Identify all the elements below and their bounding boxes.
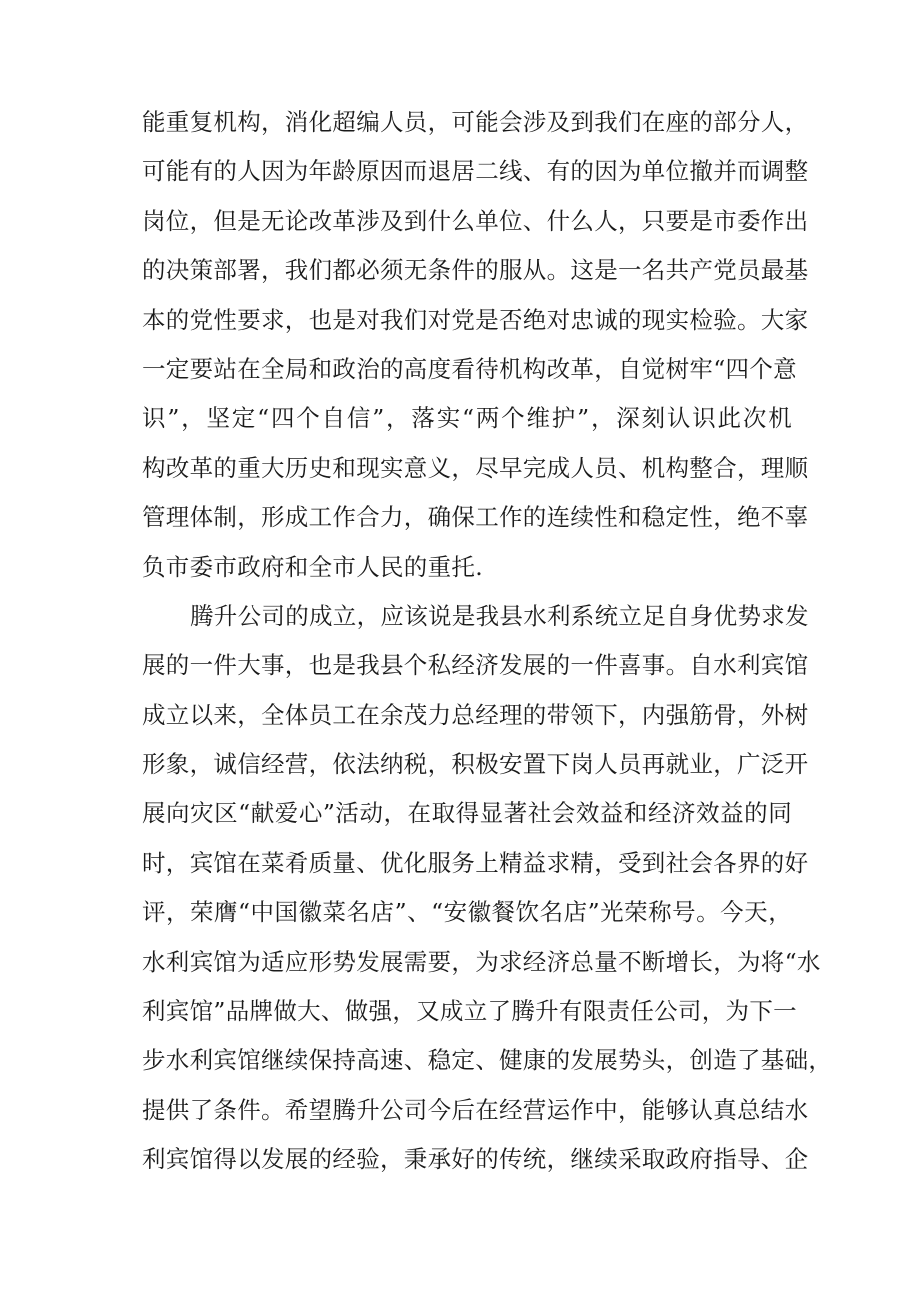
paragraph-line: 展向灾区“献爱心”活动，在取得显著社会效益和经济效益的同 <box>142 799 792 828</box>
paragraph-2 <box>142 592 833 1185</box>
paragraph-line: 展的一件大事，也是我县个私经济发展的一件喜事。自水利宾馆 <box>142 651 809 680</box>
paragraph-line: 水利宾馆为适应形势发展需要，为求经济总量不断增长，为将“水 <box>142 947 821 976</box>
paragraph-line: 本的党性要求，也是对我们对党是否绝对忠诚的现实检验。大家 <box>142 305 809 334</box>
paragraph-line: 利宾馆”品牌做大、做强，又成立了腾升有限责任公司，为下一 <box>142 997 797 1026</box>
paragraph-line: 提供了条件。希望腾升公司今后在经营运作中，能够认真总结水 <box>142 1095 809 1124</box>
paragraph-line: 成立以来，全体员工在余茂力总经理的带领下，内强筋骨，外树 <box>142 700 809 729</box>
paragraph-line: 腾升公司的成立，应该说是我县水利系统立足自身优势求发 <box>190 601 809 630</box>
paragraph-line: 的决策部署，我们都必须无条件的服从。这是一名共产党员最基 <box>142 256 809 285</box>
paragraph-line: 岗位，但是无论改革涉及到什么单位、什么人，只要是市委作出 <box>142 206 809 235</box>
paragraph-line: 识”，坚定“四个自信”，落实“两个维护”，深刻认识此次机 <box>142 404 792 433</box>
paragraph-line: 可能有的人因为年龄原因而退居二线、有的因为单位撤并而调整 <box>142 157 809 186</box>
paragraph-line: 步水利宾馆继续保持高速、稳定、健康的发展势头，创造了基础， <box>142 1046 833 1075</box>
paragraph-1 <box>142 98 809 592</box>
paragraph-line: 负市委市政府和全市人民的重托. <box>142 552 483 581</box>
paragraph-line: 评，荣膺“中国徽菜名店”、“安徽餐饮名店”光荣称号。今天， <box>142 898 792 927</box>
paragraph-line: 形象，诚信经营，依法纳税，积极安置下岗人员再就业，广泛开 <box>142 750 809 779</box>
paragraph-line: 一定要站在全局和政治的高度看待机构改革，自觉树牢“四个意 <box>142 354 797 383</box>
paragraph-line: 管理体制，形成工作合力，确保工作的连续性和稳定性，绝不辜 <box>142 503 809 532</box>
paragraph-line: 构改革的重大历史和现实意义，尽早完成人员、机构整合，理顺 <box>142 453 809 482</box>
paragraph-line: 时，宾馆在菜肴质量、优化服务上精益求精，受到社会各界的好 <box>142 848 809 877</box>
paragraph-line: 能重复机构，消化超编人员，可能会涉及到我们在座的部分人， <box>142 108 809 136</box>
paragraph-line: 利宾馆得以发展的经验，秉承好的传统，继续采取政府指导、企 <box>142 1145 809 1174</box>
document-body <box>142 98 833 1185</box>
